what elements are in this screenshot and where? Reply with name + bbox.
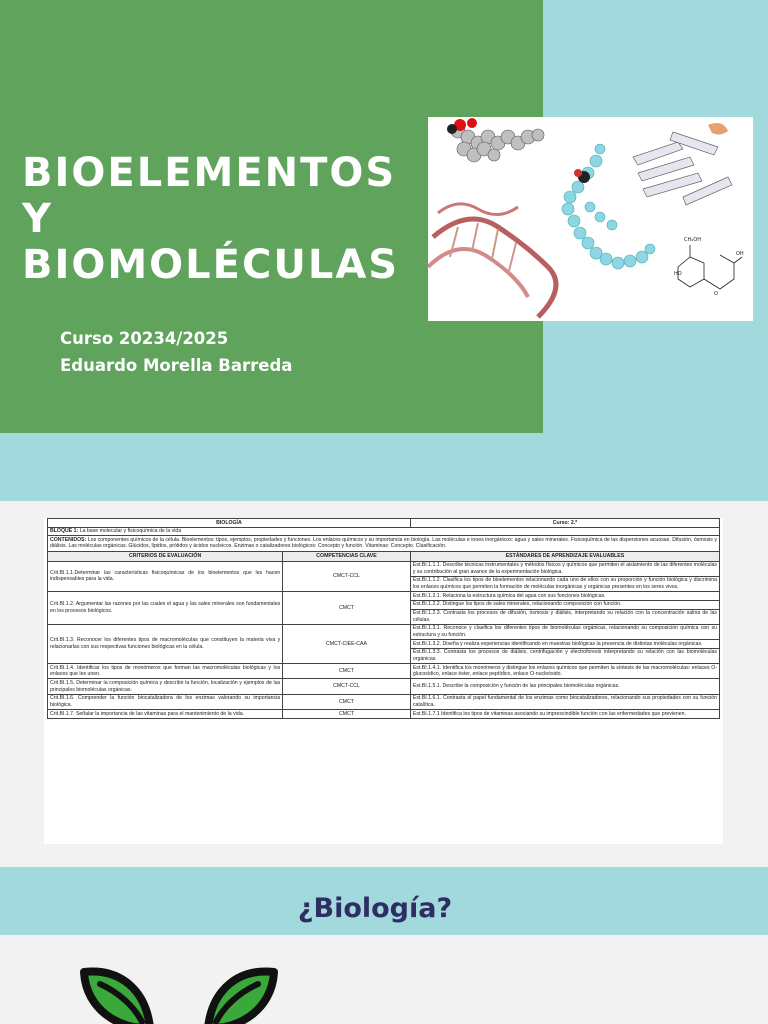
- standard-cell: Est.BI.1.7.1 Identifica los tipos de vitaminas asociando su imprescindible función con las enfermedades que previenen.: [410, 710, 719, 719]
- hero-title: [22, 150, 399, 288]
- block-title: La base molecular y fisicoquímica de la vida: [79, 528, 182, 535]
- curriculum-table: [47, 518, 720, 719]
- table-row: [48, 664, 720, 679]
- competence-cell: CMCT: [283, 710, 411, 719]
- standard-cell: Est.BI.1.2.2. Distingue los tipos de sales minerales, relacionando composición con función.: [410, 600, 719, 609]
- criterion-cell: Crit.BI.1.4. Identificar los tipos de monómeros que forman las macromoléculas biológicas y los enlaces que les unen.: [48, 664, 283, 679]
- competence-cell: CMCT-CIEE-CAA: [283, 624, 411, 663]
- sprout-leaves-icon: [80, 960, 290, 1024]
- competence-cell: CMCT: [283, 592, 411, 625]
- contents-cell: [48, 536, 720, 551]
- contents-row: [48, 536, 720, 551]
- standard-cell: Est.BI.1.6.1. Contrasta el papel fundamental de los enzimas como biocatalizadores, relacionando sus propiedades con su función catalítica.: [410, 694, 719, 709]
- svg-text:HO: HO: [674, 271, 682, 277]
- block-cell: [48, 527, 720, 536]
- criterion-cell: Crit.BI.1.6. Comprender la función biocatalizadora de los enzimas valorando su importancia biológica.: [48, 694, 283, 709]
- hero-title-line: Y: [22, 196, 53, 242]
- header-competences: COMPETENCIAS CLAVE: [283, 551, 411, 561]
- criterion-cell: Crit.BI.1.1.Determinar las características fisicoquímicas de los bioelementos que les hacen indispensables para la vida.: [48, 561, 283, 592]
- contents-text: Los componentes químicos de la célula. Bioelementos: tipos, ejemplos, propiedades y funciones. Los enlaces químicos y su importancia en biología. Las moléculas e iones inorgánicos: agua y sales minerales. Fisicoquímica de las dispersiones acuosas. Difusión, ósmosis y diálisis. Las moléculas orgánicas. Glúcidos, lípidos, prótidos y ácidos nucleicos. Enzimas o catalizadores biológicos: Concepto y función. Vitaminas: Concepto. Clasificación.: [50, 536, 717, 550]
- table-row: [48, 694, 720, 709]
- competence-cell: CMCT: [283, 664, 411, 679]
- svg-text:CH₂OH: CH₂OH: [684, 237, 701, 243]
- table-row: [48, 679, 720, 694]
- table-row: [48, 592, 720, 601]
- standard-cell: Est.BI.1.3.3. Contrasta los procesos de diálisis, centrifugación y electroforesis interpretando su relación con las biomoléculas orgánicas.: [410, 648, 719, 663]
- standard-cell: Est.BI.1.2.1. Relaciona la estructura química del agua con sus funciones biológicas.: [410, 592, 719, 601]
- competence-cell: CMCT: [283, 694, 411, 709]
- hero-subtitle: [60, 325, 292, 379]
- cyan-band-top: [0, 433, 768, 501]
- competence-cell: CMCT-CCL: [283, 561, 411, 592]
- block-row: [48, 527, 720, 536]
- header-criteria: CRITERIOS DE EVALUACIÓN: [48, 551, 283, 561]
- table-row: [48, 624, 720, 639]
- standard-cell: Est.BI.1.1.1. Describe técnicas instrumentales y métodos físicos y químicos que permiten el aislamiento de las diferentes moléculas y su contribución al gran avance de la experimentación biológica.: [410, 561, 719, 576]
- criterion-cell: Crit.BI.1.5. Determinar la composición química y describir la función, localización y ejemplos de las principales biomoléculas orgánicas.: [48, 679, 283, 694]
- standard-cell: Est.BI.1.1.2. Clasifica los tipos de bioelementos relacionando cada uno de ellos con su proporción y función biológica y discrimina los enlaces químicos que permiten la formación de moléculas inorgánicas y orgánicas presentes en los seres vivos.: [410, 576, 719, 591]
- table-header-row: [48, 551, 720, 561]
- competence-cell: CMCT-CCL: [283, 679, 411, 694]
- criterion-cell: Crit.BI.1.2. Argumentar las razones por las cuales el agua y las sales minerales son fundamentales en los procesos biológicos.: [48, 592, 283, 625]
- biomolecules-illustration-icon: [428, 117, 753, 321]
- table-row: [48, 561, 720, 576]
- standard-cell: Est.BI.1.2.3. Contrasta los procesos de difusión, ósmosis y diálisis, interpretando su relación con la concentración salina de las células.: [410, 609, 719, 624]
- table-title-row: [48, 519, 720, 528]
- biomolecules-illustration: [428, 117, 753, 321]
- contents-label: CONTENIDOS:: [50, 536, 87, 543]
- hero-title-line: BIOMOLÉCULAS: [22, 242, 400, 288]
- criterion-cell: Crit.BI.1.7. Señalar la importancia de las vitaminas para el mantenimiento de la vida.: [48, 710, 283, 719]
- question-heading: ¿Biología?: [297, 893, 453, 924]
- hero-title-line: BIOELEMENTOS: [22, 150, 397, 196]
- standard-cell: Est.BI.1.5.1. Describe la composición y función de las principales biomoléculas orgánicas.: [410, 679, 719, 694]
- criteria-body: [48, 561, 720, 718]
- standard-cell: Est.BI.1.4.1. Identifica los monómeros y distingue los enlaces químicos que permiten la síntesis de las macromoléculas: enlaces O-glucosídico, enlace éster, enlace peptídico, enlace O-nucleósido.: [410, 664, 719, 679]
- course-cell: Curso: 2.º: [410, 519, 719, 528]
- svg-text:OH: OH: [736, 251, 744, 257]
- svg-text:O: O: [714, 291, 718, 297]
- curriculum-table-image: [44, 518, 723, 844]
- subject-cell: BIOLOGÍA: [48, 519, 411, 528]
- criterion-cell: Crit.BI.1.3. Reconocer los diferentes tipos de macromoléculas que constituyen la materia viva y relacionarlas con sus respectivas funciones biológicas en la célula.: [48, 624, 283, 663]
- course-label: Curso 20234/2025: [60, 329, 229, 348]
- standard-cell: Est.BI.1.3.1. Reconoce y clasifica los diferentes tipos de biomoléculas orgánicas, relacionando su composición química con su estructura y su función.: [410, 624, 719, 639]
- author-label: Eduardo Morella Barreda: [60, 356, 293, 375]
- table-row: [48, 710, 720, 719]
- bottom-section: [0, 935, 768, 1024]
- block-label: BLOQUE 1:: [50, 528, 79, 535]
- header-standards: ESTÁNDARES DE APRENDIZAJE EVALUABLES: [410, 551, 719, 561]
- standard-cell: Est.BI.1.3.2. Diseña y realiza experiencias identificando en muestras biológicas la presencia de distintas moléculas orgánicas.: [410, 640, 719, 649]
